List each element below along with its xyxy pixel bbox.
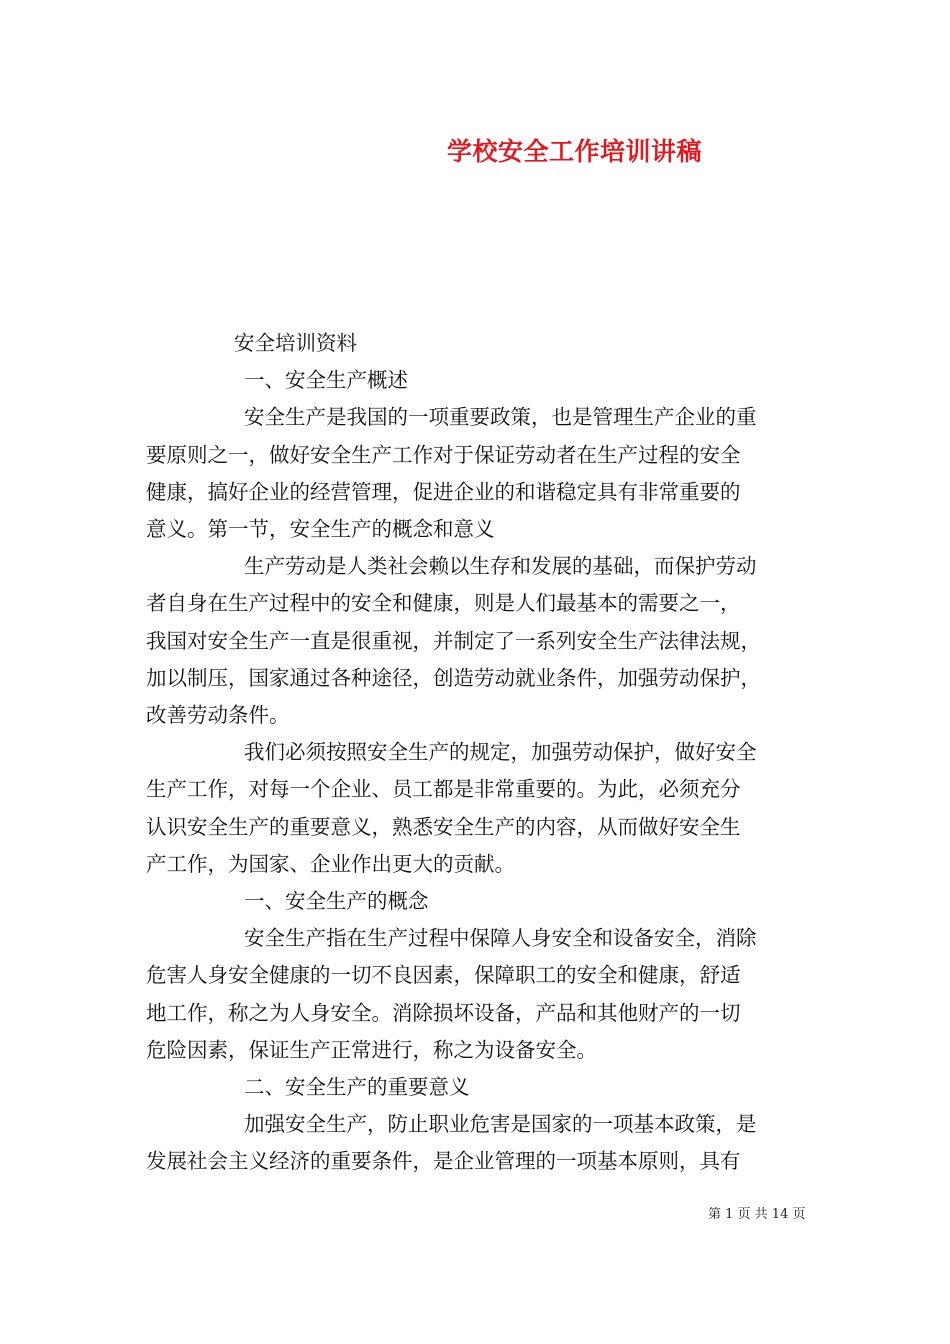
paragraph-line: 我们必须按照安全生产的规定，加强劳动保护，做好安全: [244, 740, 757, 765]
paragraph-line: 要原则之一，做好安全生产工作对于保证劳动者在生产过程的安全: [146, 442, 741, 467]
paragraph-line: 生产劳动是人类社会赖以生存和发展的基础，而保护劳动: [244, 554, 757, 579]
paragraph-line: 认识安全生产的重要意义，熟悉安全生产的内容，从而做好安全生: [146, 814, 741, 839]
paragraph-line: 安全生产指在生产过程中保障人身安全和设备安全，消除: [244, 926, 757, 951]
paragraph-line: 发展社会主义经济的重要条件，是企业管理的一项基本原则，具有: [146, 1149, 741, 1174]
paragraph-line: 安全生产是我国的一项重要政策，也是管理生产企业的重: [244, 405, 757, 430]
paragraph-line: 危害人身安全健康的一切不良因素，保障职工的安全和健康，舒适: [146, 963, 741, 988]
paragraph-line: 加以制压，国家通过各种途径，创造劳动就业条件，加强劳动保护，: [146, 665, 761, 690]
section-label: 安全培训资料: [234, 331, 357, 355]
paragraph-line: 意义。第一节，安全生产的概念和意义: [146, 517, 495, 542]
section-heading: 一、安全生产的概念: [244, 889, 429, 914]
paragraph-line: 改善劳动条件。: [146, 703, 290, 728]
paragraph-line: 我国对安全生产一直是很重视，并制定了一系列安全生产法律法规，: [146, 628, 761, 653]
paragraph-line: 者自身在生产过程中的安全和健康，则是人们最基本的需要之一，: [146, 591, 741, 616]
paragraph-line: 健康，搞好企业的经营管理，促进企业的和谐稳定具有非常重要的: [146, 479, 741, 504]
paragraph-line: 危险因素，保证生产正常进行，称之为设备安全。: [146, 1037, 597, 1062]
section-heading: 一、安全生产概述: [244, 368, 408, 393]
paragraph-line: 地工作，称之为人身安全。消除损坏设备，产品和其他财产的一切: [146, 1000, 741, 1025]
section-heading: 二、安全生产的重要意义: [244, 1075, 470, 1100]
document-title: 学校安全工作培训讲稿: [447, 137, 703, 166]
paragraph-line: 产工作，为国家、企业作出更大的贡献。: [146, 851, 515, 876]
page-number: 第 1 页 共 14 页: [708, 1207, 806, 1222]
paragraph-line: 加强安全生产，防止职业危害是国家的一项基本政策，是: [244, 1112, 757, 1137]
document-body: [146, 325, 810, 1181]
paragraph-line: 生产工作，对每一个企业、员工都是非常重要的。为此，必须充分: [146, 777, 741, 802]
